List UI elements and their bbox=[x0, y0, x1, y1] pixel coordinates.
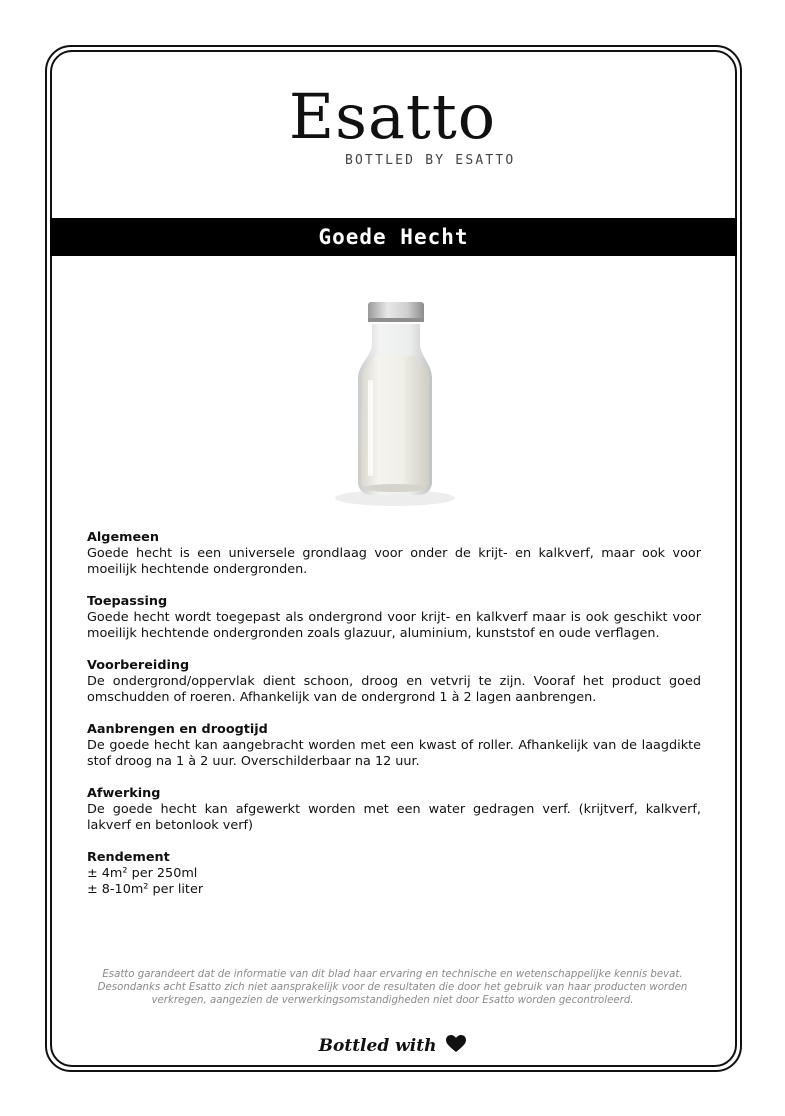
section-rendement bbox=[87, 850, 701, 898]
product-description bbox=[87, 530, 701, 914]
section-heading: Toepassing bbox=[87, 594, 168, 609]
section-body: De goede hecht kan afgewerkt worden met een water gedragen verf. (krijtverf, kalkverf, lakverf en betonlook verf) bbox=[87, 802, 701, 833]
signature-text: Bottled with bbox=[318, 1036, 437, 1056]
section-algemeen bbox=[87, 530, 701, 578]
section-heading: Algemeen bbox=[87, 530, 159, 545]
section-heading: Voorbereiding bbox=[87, 658, 190, 673]
section-aanbrengen bbox=[87, 722, 701, 770]
section-body: Goede hecht is een universele grondlaag voor onder de krijt- en kalkverf, maar ook voor moeilijk hechtende ondergronden. bbox=[87, 546, 701, 577]
rendement-line: ± 8-10m² per liter bbox=[87, 882, 204, 897]
section-heading: Rendement bbox=[87, 850, 170, 865]
section-body: Goede hecht wordt toegepast als ondergrond voor krijt- en kalkverf maar is ook geschikt voor moeilijk hechtende ondergronden zoals glazuur, aluminium, kunststof en oude verflagen. bbox=[87, 610, 701, 641]
section-heading: Aanbrengen en droogtijd bbox=[87, 722, 268, 737]
section-body: De ondergrond/oppervlak dient schoon, droog en vetvrij te zijn. Vooraf het product goed omschudden of roeren. Afhankelijk van de ondergrond 1 à 2 lagen aanbrengen. bbox=[87, 674, 701, 705]
brand-tagline: BOTTLED BY ESATTO bbox=[345, 153, 516, 168]
section-voorbereiding bbox=[87, 658, 701, 706]
product-title: Goede Hecht bbox=[50, 218, 737, 256]
brand-logo: Esatto bbox=[288, 80, 497, 153]
section-afwerking bbox=[87, 786, 701, 834]
section-heading: Afwerking bbox=[87, 786, 161, 801]
heart-icon bbox=[446, 1035, 466, 1058]
signature bbox=[0, 1035, 785, 1058]
milk-bottle-icon bbox=[280, 282, 510, 517]
section-toepassing bbox=[87, 594, 701, 642]
section-body: De goede hecht kan aangebracht worden met een kwast of roller. Afhankelijk van de laagdikte stof droog na 1 à 2 uur. Overschilderbaar na 12 uur. bbox=[87, 738, 701, 769]
rendement-line: ± 4m² per 250ml bbox=[87, 866, 198, 881]
disclaimer-text: Esatto garandeert dat de informatie van dit blad haar ervaring en technische en wetenschappelijke kennis bevat. Desondanks acht Esatto zich niet aansprakelijk voor de resultaten die door het gebruik van haar producten worden verkregen, aangezien de verwerkingsomstandigheden niet door Esatto worden gecontroleerd. bbox=[97, 969, 688, 1006]
